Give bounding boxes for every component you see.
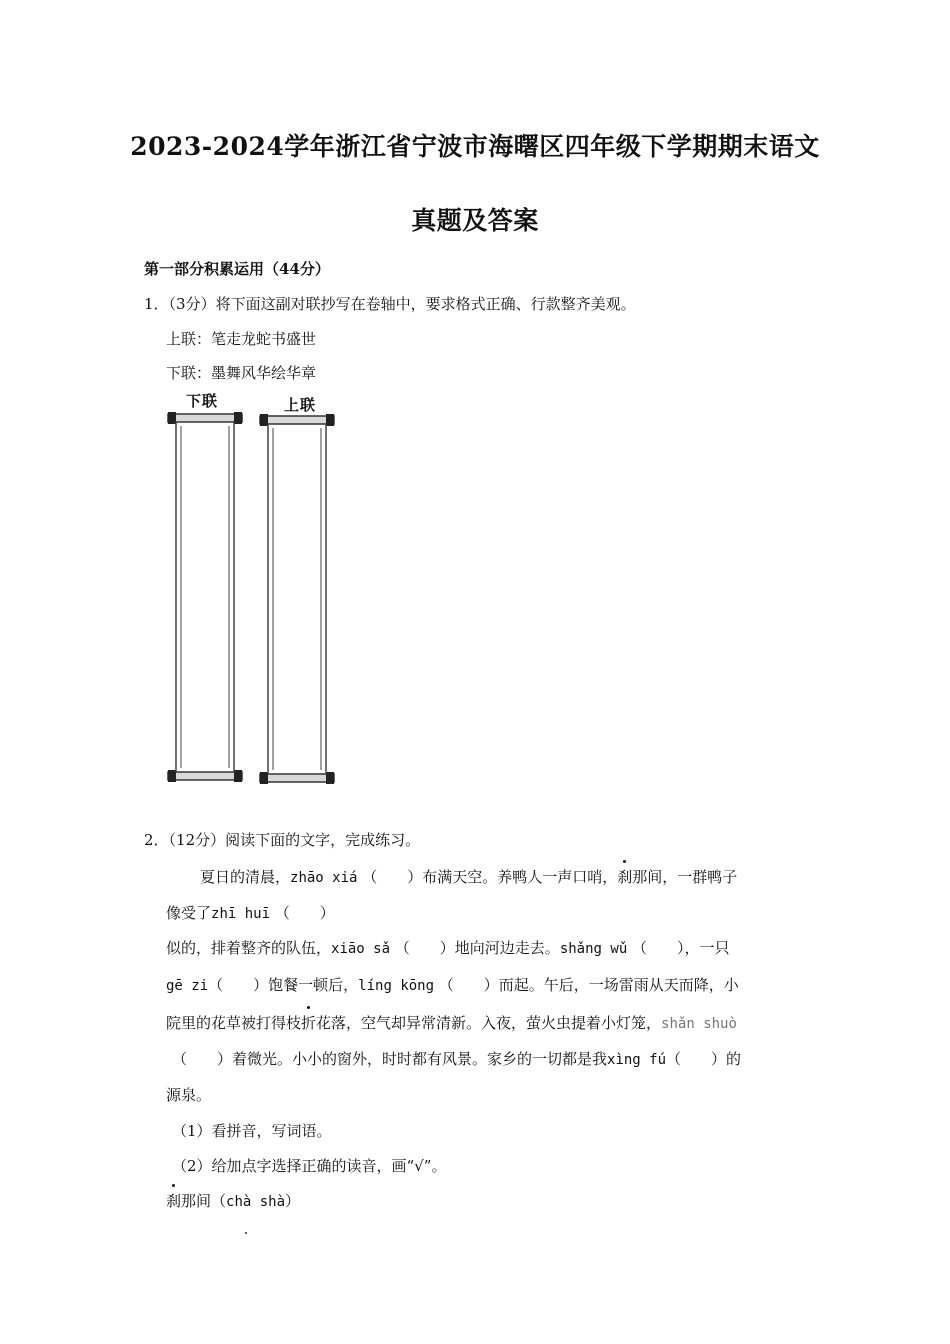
text: 那间（ — [181, 1192, 227, 1210]
text: （ ）饱餐一顿后， — [208, 976, 359, 994]
pinyin: zhāo xiá — [290, 870, 358, 886]
pinyin: zhī huī — [211, 906, 271, 922]
section-heading: 第一部分积累运用（44分） — [144, 260, 330, 278]
scroll-right-label: 上联 — [284, 396, 317, 414]
text: （ ）着微光。小小的窗外，时时都有风景。家乡的一切都是我 — [172, 1050, 608, 1068]
text: 像受了 — [166, 904, 212, 922]
text: 那间，一群鸭子 — [632, 868, 738, 886]
pinyin: shǎn shuò — [661, 1016, 737, 1032]
couplet-scrolls-figure — [166, 388, 346, 788]
question-1-stem: 1．（3分）将下面这副对联抄写在卷轴中，要求格式正确、行款整齐美观。 — [144, 295, 636, 313]
scroll-left — [168, 412, 242, 782]
scroll-right — [260, 414, 334, 784]
passage-line-1 — [200, 866, 737, 887]
couplet-upper: 上联：笔走龙蛇书盛世 — [166, 330, 317, 348]
text: （ ）地向河边走去。 — [390, 939, 560, 957]
text: 花落，空气却异常清新。入夜，萤火虫提着小灯笼， — [316, 1014, 662, 1032]
passage-line-2 — [166, 902, 335, 923]
passage-line-6 — [172, 1048, 741, 1069]
pinyin: gē zi — [166, 978, 209, 994]
text: （ ） — [270, 904, 335, 922]
scrolls-drawing — [166, 388, 346, 788]
dotted-char: 刹 — [166, 1192, 182, 1210]
pinyin: chà shà — [226, 1194, 286, 1210]
stray-dot — [245, 1232, 247, 1234]
dotted-char: 刹 — [617, 868, 633, 886]
text: 院里的花草被打得枝 — [166, 1014, 302, 1032]
passage-line-3 — [166, 937, 730, 958]
title-line-2: 真题及答案 — [411, 206, 539, 235]
text: 夏日的清晨， — [200, 868, 291, 886]
pinyin: xiāo sǎ — [331, 941, 391, 957]
dotted-char: 折 — [301, 1014, 317, 1032]
title-line-1: 2023-2024学年浙江省宁波市海曙区四年级下学期期末语文 — [130, 132, 820, 161]
passage-line-5 — [166, 1012, 737, 1033]
subquestion-2: （2）给加点字选择正确的读音，画“√”。 — [172, 1157, 447, 1175]
subquestion-2-item — [166, 1190, 300, 1211]
text: （ ）而起。午后，一场雷雨从天而降，小 — [434, 976, 739, 994]
text: （ ）布满天空。养鸭人一声口哨， — [357, 868, 618, 886]
passage-line-7: 源泉。 — [166, 1086, 212, 1104]
text: ） — [285, 1192, 301, 1210]
pinyin: shǎng wǔ — [559, 941, 628, 957]
text: （ ）的 — [666, 1050, 742, 1068]
pinyin: líng kōng — [358, 978, 435, 994]
question-2-stem: 2．（12分）阅读下面的文字，完成练习。 — [144, 831, 421, 849]
scroll-left-label: 下联 — [186, 392, 219, 410]
passage-line-4 — [166, 974, 739, 995]
subquestion-1: （1）看拼音，写词语。 — [172, 1122, 332, 1140]
pinyin: xìng fú — [607, 1052, 667, 1068]
text: （ ），一只 — [627, 939, 730, 957]
text: 似的，排着整齐的队伍， — [166, 939, 332, 957]
couplet-lower: 下联：墨舞风华绘华章 — [166, 364, 317, 382]
